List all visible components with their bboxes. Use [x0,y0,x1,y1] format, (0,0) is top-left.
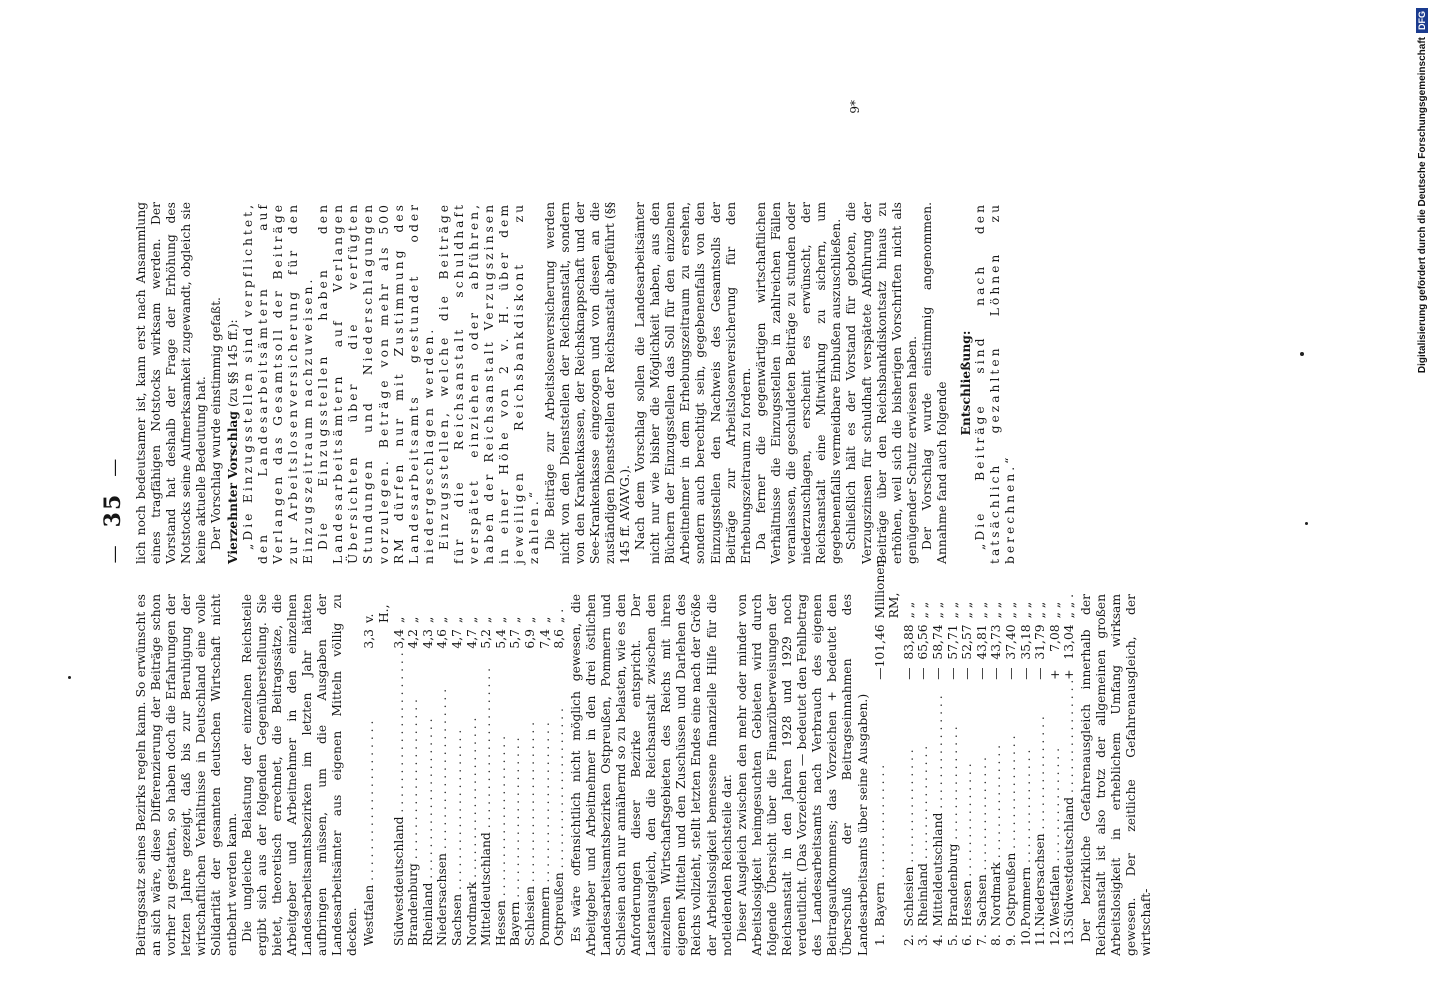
rate-unit: „ [479,616,494,624]
region-name [465,652,480,946]
region-label: Niedersachsen [435,853,450,946]
leader-dots: . . . . . . . . . . . . . . . . . . . . . [464,717,479,882]
sign: — [974,667,989,680]
transfer-value: 83,88 [901,624,916,660]
region-label: Hessen [960,880,975,927]
transfer-value: 57,71 [945,624,960,660]
rate-value: 8,6 [552,629,567,649]
row-number: 12. [1047,926,1062,946]
region-name [392,652,407,946]
leader-dots: . . . . . . . . . . . . . . . . . . . . . [537,722,552,887]
rate-row [406,594,421,946]
print-speck [1300,352,1304,356]
region-name [975,680,990,927]
transfer-unit: „ „ [930,601,945,619]
leader-dots: . . . . . . . . . . . . . . . [916,745,931,864]
leader-dots: . . . . . . . . . . . . . . . [1003,735,1018,853]
region-label: Nordmark [989,862,1004,927]
rate-value: 3,4 [391,629,406,649]
header-dash-left: — [104,543,125,564]
rate-row [494,594,509,946]
transfer-unit: „ „ [901,601,916,619]
region-name [450,652,465,946]
paragraph: Die Beiträge zur Arbeitslosenversicherung werden nicht von den Dienststellen der Reichsanstalt, sondern von den Krankenkassen, der Reichsknappschaft und der See-Krankenkasse eingezogen und von diesen an die zuständigen Dienststellen der Reichsanstalt abgeführt (§§ 145 ff. AVAVG.). [542,202,632,564]
leader-dots: . . . . . . . . . . . . . . . . . . . . . [493,736,508,901]
region-name [406,652,421,946]
transfer-row [1019,560,1034,946]
leader-dots: . . . . . . . . . . . . . . . . . . . . . [420,718,435,883]
row-number: 7. [974,934,989,946]
print-speck [1305,522,1308,525]
transfer-unit: „ „ [916,601,931,619]
transfer-row [916,560,931,946]
transfer-unit: Millionen RM, [872,559,902,619]
region-name [960,680,975,927]
page-number: 35 [100,492,126,528]
sign: — [1033,667,1048,680]
print-speck [68,676,71,679]
leader-dots: . . . . . . . . . . . . . . . [989,744,1004,863]
region-label: Bayern [872,882,887,927]
rate-value: 4,7 [449,629,464,649]
region-label: Brandenburg [406,863,421,946]
region-name [989,680,1004,927]
region-name [538,652,553,946]
leader-dots: . . . . . . . . . . . . . . . . . . . . . [449,729,464,894]
rate-row [435,594,450,946]
proposal-ref: (zu §§ 145 ff.): [225,319,240,408]
region-name [362,652,391,946]
paragraph: Da ferner die gegenwärtigen wirtschaftlichen Verhältnisse die Einzugsstellen in zahlreichen Fällen veranlassen, die geschuldeten Beiträge zu stunden oder niederzuschlagen, erscheint es erwünscht, der Reichsanstalt eine Mitwirkung zu sichern, um gegebenenfalls vermeidbare Einbußen auszuschließen. [753,202,844,564]
rate-unit: v. H., [362,604,391,624]
region-label: Ostpreußen [1003,852,1018,927]
dfg-logo: DFG [1416,8,1428,33]
sign: — [989,667,1004,680]
sign: — [960,667,975,680]
leader-dots: . . . . . . . . . . . . . . . [945,726,960,844]
region-label: Südwestdeutschland [1062,796,1077,927]
paragraph: Die ungleiche Belastung der einzelnen Reichsteile ergibt sich aus der folgenden Gegenüberstellung. Sie bietet, theoretisch errechnet, die Beitragssätze, die Arbeitgeber und Arbeitnehmer in den einzelnen Landesarbeitsamtsbezirken im letzten Jahr hätten aufbringen müssen, um die Ausgaben der Landesarbeitsämter aus eigenen Mitteln völlig zu decken. [239,594,360,956]
region-label: Sachsen [974,874,989,927]
leader-dots: . . . . . . . . . . . . . . . [1033,716,1048,834]
transfer-value: 43,81 [974,624,989,660]
transfer-row [975,560,990,946]
region-label: Pommern [537,886,552,946]
rate-value: 3,3 [362,629,377,649]
region-label: Pommern [1018,866,1033,927]
rate-value: 7,4 [537,629,552,649]
resolution-heading: Entschließung: [958,330,974,436]
region-label: Mitteldeutschland [479,832,494,946]
transfer-row [960,560,975,946]
rate-row [508,594,523,946]
transfer-row [873,560,902,946]
row-number: 2. [901,934,916,946]
leader-dots: . . . . . . . . . . . . . . . [930,695,945,813]
rotated-book-page [100,60,1154,960]
rate-unit: „ [464,616,479,624]
region-label: Südwestdeutschland [391,816,406,946]
transfer-unit: „ „ [974,601,989,619]
sign: + [1047,669,1062,680]
leader-dots: . . . . . . . . . . . . . . . . . . . . . [522,721,537,887]
transfer-value: 65,56 [916,624,931,660]
region-label: Westfalen [362,884,377,946]
region-name [902,680,917,927]
leader-dots: . . . . . . . . . . . . . . . . . . . . . [362,720,377,885]
transfer-row [1062,560,1077,946]
rate-row [421,594,436,946]
region-name [931,680,946,927]
proposal-quote: Einzugsstellen, welche die Beiträge für die Reichsanstalt schuldhaft verspätet einziehen oder abführen, haben der Reichsanstalt Verzugszinsen in einer Höhe von 2 v. H. über dem jeweiligen Reichsbankdiskont zu zahlen.“ [436,202,542,564]
rate-value: 5,4 [493,629,508,649]
sheet-mark: 9* [848,100,862,114]
transfer-row [989,560,1004,946]
row-number: 3. [916,934,931,946]
sign: + [1062,669,1077,680]
sign: — [1003,667,1018,680]
region-name [552,652,567,946]
transfer-unit: „ „ [960,601,975,619]
region-name [873,680,902,927]
sign: — [901,667,916,680]
row-number: 13. [1062,926,1077,946]
row-number: 11. [1033,926,1048,946]
transfer-value: 52,57 [960,624,975,660]
transfer-row [1004,560,1019,946]
rate-unit: „ [449,616,464,624]
region-label: Mitteldeutschland [930,812,945,927]
region-name [1048,680,1063,927]
region-label: Westfalen [1047,865,1062,927]
rate-row [538,594,553,946]
region-label: Sachsen [449,893,464,946]
contribution-rates-table [362,594,566,946]
transfer-unit: „ „ [1047,601,1062,619]
leader-dots: . . . . . . . . . . . . . . . . . . . . . [479,668,494,833]
transfer-unit: „ „ [1003,601,1018,619]
proposal-quote: „Die Einzugsstellen sind verpflichtet, den Landesarbeitsämtern auf Verlangen das Gesamtsoll der Beiträge zur Arbeitslosenversicherung für den Einzugszeitraum nachzuweisen. [240,202,316,564]
rate-value: 4,7 [464,629,479,649]
region-label: Niedersachsen [1033,833,1048,927]
region-label: Rheinland [916,863,931,927]
rate-row [465,594,480,946]
rate-unit: „ [391,616,406,624]
rate-unit: „ [435,616,450,624]
rate-unit: „ [406,616,421,624]
rate-unit: „ [522,616,537,624]
region-label: Schlesien [901,866,916,927]
row-number: 4. [930,934,945,946]
region-label: Bayern [508,901,523,946]
region-label: Schlesien [522,886,537,946]
resolution-quote: „Die Beiträge sind nach den tatsächlich gezahlten Löhnen zu berechnen.“ [973,202,1018,564]
paragraph: Nach dem Vorschlag sollen die Landesarbeitsämter nicht nur wie bisher die Möglichkeit haben, aus den Büchern der Einzugsstellen das Soll für den einzelnen Arbeitnehmer in dem Erhebungszeitraum zu ersehen, sondern auch berechtigt sein, gegebenenfalls von den Einzugsstellen den Nachweis des Gesamtsolls der Beiträge zur Arbeitslosenversicherung für den Erhebungszeitraum zu fordern. [633,202,753,564]
transfer-value: 101,46 [872,624,887,668]
leader-dots: . . . . . . . . . . . . . . . [1062,679,1077,797]
transfer-unit: „ „ [945,601,960,619]
paragraph: Es wäre offensichtlich nicht möglich gewesen, die Arbeitgeber und Arbeitnehmer in den drei östlichen Landesarbeitsamtsbezirken Ostpreußen, Pommern und Schlesien auch nur annähernd so zu belasten, wie es den Anforderungen dieser Bezirke entspricht. Der Lastenausgleich, den die Reichsanstalt zwischen den einzelnen Wirtschaftsgebieten des Reichs mit ihren eigenen Mitteln und den Zuschüssen und Darlehen des Reichs vollzieht, stellt letzten Endes eine nach der Größe der Arbeitslosigkeit bemessene finanzielle Hilfe für die notleidenden Reichsteile dar. [568,594,734,956]
row-number: 5. [945,934,960,946]
transfer-unit: „ „ [1033,601,1048,619]
rate-value: 4,3 [420,629,435,649]
region-name [916,680,931,927]
transfers-table [873,560,1077,946]
leader-dots: . . . . . . . . . . . . . . . . . . . . . [435,688,450,854]
rate-unit: „ [537,616,552,624]
rate-row [392,594,407,946]
leader-dots: . . . . . . . . . . . . . . . . . . . . . [391,652,406,817]
leader-dots: . . . . . . . . . . . . . . . [960,763,975,881]
proposal-heading [225,202,241,564]
transfer-unit: „ „ [1018,601,1033,619]
paragraph: Beitragssatz seines Bezirks regeln kann. So erwünscht es an sich wäre, diese Differenzierung der Beiträge schon vorher zu gestatten, so haben doch die Erfahrungen der letzten Jahre gezeigt, daß bis zur Beruhigung der wirtschaftlichen Verhältnisse in Deutschland eine volle Solidarität der gesamten deutschen Wirtschaft nicht entbehrt werden kann. [134,594,239,956]
rate-value: 4,6 [435,629,450,649]
region-name [1062,680,1077,927]
rate-row [552,594,567,946]
rate-unit: „ [508,616,523,624]
transfer-value: 37,40 [1003,624,1018,660]
transfer-row [1048,560,1063,946]
header-dash-right: — [104,456,125,477]
transfer-unit: „ „ . [1062,593,1077,619]
row-number: 10. [1018,926,1033,946]
sign: — [916,667,931,680]
rate-row [362,594,391,946]
sign: — [872,667,887,680]
leader-dots: . . . . . . . . . . . . . . . [872,764,887,883]
region-name [494,652,509,946]
leader-dots: . . . . . . . . . . . . . . . . . . . . . [406,699,421,864]
rate-unit: „ . [552,608,567,624]
region-name [1019,680,1034,927]
sign: — [1018,667,1033,680]
region-label: Rheinland [420,882,435,946]
digitization-note: Digitalisierung gefördert durch die Deutsche Forschungsgemeinschaft [1417,37,1428,374]
transfer-value: 13,04 [1062,624,1077,660]
right-column [134,202,1018,564]
page-header [100,60,128,960]
leader-dots: . . . . . . . . . . . . . . . [1047,747,1062,866]
transfer-value: 58,74 [930,624,945,660]
transfer-value: 35,18 [1018,624,1033,660]
leader-dots: . . . . . . . . . . . . . . . [1018,749,1033,867]
rate-value: 6,9 [522,629,537,649]
region-label: Nordmark [464,881,479,946]
transfer-row [931,560,946,946]
row-number: 6. [960,934,975,946]
region-name [523,652,538,946]
paragraph: Der bezirkliche Gefahrenausgleich innerhalb der Reichsanstalt ist also trotz der allgemeinen großen Arbeitslosigkeit in erheblichem Umfang wirksam gewesen. Der zeitliche Gefahrenausgleich, der wirtschaft- [1078,594,1154,956]
sign: — [945,667,960,680]
region-label: Hessen [493,900,508,946]
rate-row [523,594,538,946]
region-name [1033,680,1048,927]
leader-dots: . . . . . . . . . . . . . . . [974,757,989,875]
region-name [479,652,494,946]
region-name [946,680,961,927]
leader-dots: . . . . . . . . . . . . . . . [901,749,916,867]
row-number: 8. [989,934,1004,946]
transfer-value: 31,79 [1033,624,1048,660]
rate-value: 5,2 [479,629,494,649]
region-label: Brandenburg [945,843,960,927]
rate-value: 5,7 [508,629,523,649]
rate-row [450,594,465,946]
leader-dots: . . . . . . . . . . . . . . . . . . . . . [508,737,523,902]
paragraph: Der Vorschlag wurde einstimmig angenommen. Annahme fand auch folgende [919,202,949,564]
proposal-title: Vierzehnter Vorschlag [224,411,240,564]
transfer-value: 7,08 [1047,624,1062,652]
rate-value: 4,2 [406,629,421,649]
transfer-unit: „ „ [989,601,1004,619]
region-name [435,652,450,946]
paragraph: lich noch bedeutsamer ist, kann erst nach Ansammlung eines tragfähigen Notstocks wirksam werden. Der Vorstand hat deshalb der Frage der Erhöhung des Notstocks seine Aufmerksamkeit zugewandt, obgleich sie keine aktuelle Bedeutung hat. [134,202,209,564]
paragraph: Schließlich hält es der Vorstand für geboten, die Verzugszinsen für schuldhaft verspätete Abführung der Beiträge über den Reichsbankdiskontsatz hinaus zu erhöhen, weil sich die bisherigen Vorschriften nicht als genügender Schutz erwiesen haben. [844,202,919,564]
leader-dots: . . . . . . . . . . . . . . . . . . . . . [552,708,567,873]
rate-row [479,594,494,946]
row-number: 9. [1003,934,1018,946]
rate-unit: „ [420,616,435,624]
row-number: 1. [872,934,887,946]
digitization-credit [1416,8,1430,996]
proposal-quote: Die Einzugsstellen haben den Landesarbeitsämtern auf Verlangen Übersichten über die verfügten Stundungen und Niederschlagungen vorzulegen. Beträge von mehr als 500 RM dürfen nur mit Zustimmung des Landesarbeitsamts gestundet oder niedergeschlagen werden. [316,202,436,564]
transfer-row [946,560,961,946]
transfer-row [902,560,917,946]
region-name [508,652,523,946]
region-name [421,652,436,946]
transfer-row [1033,560,1048,946]
paragraph: Der Vorschlag wurde einstimmig gefaßt. [209,297,224,550]
left-column [134,559,1154,956]
transfer-value: 43,73 [989,624,1004,660]
paragraph: Dieser Ausgleich zwischen den mehr oder minder von Arbeitslosigkeit heimgesuchten Gebieten wird durch folgende Übersicht über die Finanzüberweisungen der Reichsanstalt in den Jahren 1928 und 1929 noch verdeutlicht. (Das Vorzeichen — bedeutet den Fehlbetrag des Landesarbeitsamts nach Verbrauch des eigenen Beitragsaufkommens; das Vorzeichen + bedeutet den Überschuß der Beitragseinnahmen des Landesarbeitsamts über seine Ausgaben.) [734,594,870,956]
rate-unit: „ [493,616,508,624]
sign: — [930,667,945,680]
region-label: Ostpreußen [552,872,567,946]
region-name [1004,680,1019,927]
